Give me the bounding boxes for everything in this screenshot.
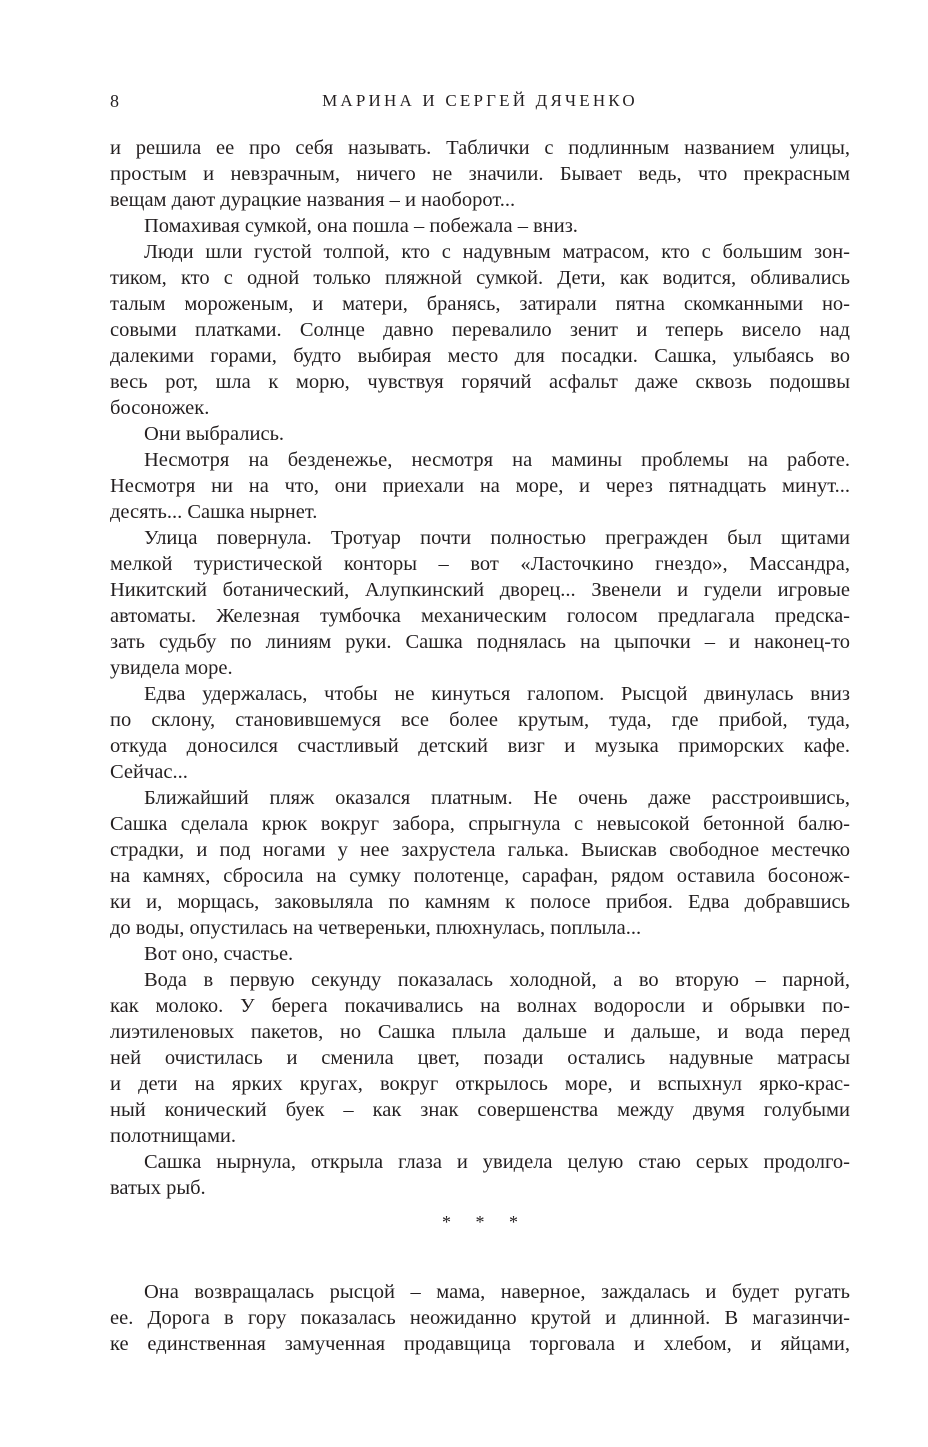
text-line: босоножек.: [110, 397, 210, 419]
section-separator: * * *: [442, 1212, 528, 1232]
page-header: [110, 88, 850, 114]
text-line: ный конический буек – как знак совершенства между двумя голубыми: [110, 1099, 850, 1121]
paragraph: [110, 447, 850, 525]
text-line: Вот оно, счастье.: [144, 943, 294, 965]
text-line: простым и невзрачным, ничего не значили. Бывает ведь, что прекрасным: [110, 163, 850, 185]
text-line: страдки, и под ногами у нее захрустела галька. Выискав свободное местечко: [110, 839, 850, 861]
text-line: Улица повернула. Тротуар почти полностью прегражден был щитами: [144, 527, 850, 549]
text-line: Сашка нырнула, открыла глаза и увидела целую стаю серых продолго-: [144, 1151, 850, 1173]
text-line: зать судьбу по линиям руки. Сашка поднялась на цыпочки – и наконец-то: [110, 631, 850, 653]
running-head: МАРИНА И СЕРГЕЙ ДЯЧЕНКО: [322, 91, 638, 110]
text-line: и дети на ярких кругах, вокруг открылось море, и вспыхнул ярко-крас-: [110, 1073, 850, 1095]
text-line: Сашка сделала крюк вокруг забора, спрыгнула с невысокой бетонной балю-: [110, 813, 850, 835]
text-line: увидела море.: [110, 657, 233, 679]
paragraph: [110, 213, 850, 239]
paragraph: [110, 785, 850, 941]
text-line: Люди шли густой толпой, кто с надувным матрасом, кто с большим зон-: [144, 241, 850, 263]
text-line: тиком, кто с одной только пляжной сумкой. Дети, как водится, обливались: [110, 267, 850, 289]
text-line: весь рот, шла к морю, чувствуя горячий асфальт даже сквозь подошвы: [110, 371, 850, 393]
text-line: ее. Дорога в гору показалась неожиданно крутой и длинной. В магазинчи-: [110, 1307, 850, 1329]
text-line: ватых рыб.: [110, 1177, 206, 1199]
text-line: Сейчас...: [110, 761, 188, 783]
page-number: 8: [110, 91, 119, 111]
page-body: [110, 135, 850, 1357]
paragraph: [110, 681, 850, 785]
text-line: далекими горами, будто выбирая место для посадки. Сашка, улыбаясь во: [110, 345, 850, 367]
paragraph: [110, 135, 850, 213]
text-line: откуда доносился счастливый детский визг и музыка приморских кафе.: [110, 735, 850, 757]
text-line: до воды, опустилась на четвереньки, плюхнулась, поплыла...: [110, 917, 642, 939]
paragraph: [110, 1149, 850, 1201]
text-line: ке единственная замученная продавщица торговала и хлебом, и яйцами,: [110, 1333, 850, 1355]
text-line: вещам дают дурацкие названия – и наоборот...: [110, 189, 516, 211]
text-line: мелкой туристической конторы – вот «Ласточкино гнездо», Массандра,: [110, 553, 850, 575]
text-line: Вода в первую секунду показалась холодной, а во вторую – парной,: [144, 969, 850, 991]
text-line: ки и, морщась, заковыляла по камням к полосе прибоя. Едва добравшись: [110, 891, 850, 913]
text-line: Несмотря ни на что, они приехали на море, и через пятнадцать минут...: [110, 475, 850, 497]
text-line: автоматы. Железная тумбочка механическим голосом предлагала предска-: [110, 605, 850, 627]
paragraph: [110, 967, 850, 1149]
text-line: по склону, становившемуся все более крутым, туда, где прибой, туда,: [110, 709, 850, 731]
text-line: Ближайший пляж оказался платным. Не очень даже расстроившись,: [144, 787, 850, 809]
text-line: полотнищами.: [110, 1125, 237, 1147]
text-line: Они выбрались.: [144, 423, 285, 445]
text-line: талым мороженым, и матери, бранясь, затирали пятна скомканными но-: [110, 293, 850, 315]
text-line: ней очистилась и сменила цвет, позади остались надувные матрасы: [110, 1047, 850, 1069]
text-line: Едва удержалась, чтобы не кинуться галопом. Рысцой двинулась вниз: [144, 683, 850, 705]
paragraph: [110, 1279, 850, 1357]
text-line: Никитский ботанический, Алупкинский дворец... Звенели и гудели игровые: [110, 579, 850, 601]
paragraph: [110, 941, 850, 967]
paragraph: [110, 239, 850, 421]
text-line: совыми платками. Солнце давно перевалило зенит и теперь висело над: [110, 319, 850, 341]
text-line: как молоко. У берега покачивались на волнах водоросли и обрывки по-: [110, 995, 850, 1017]
paragraph: [110, 421, 850, 447]
text-line: Помахивая сумкой, она пошла – побежала – вниз.: [144, 215, 578, 237]
text-line: Несмотря на безденежье, несмотря на мамины проблемы на работе.: [144, 449, 850, 471]
text-line: лиэтиленовых пакетов, но Сашка плыла дальше и дальше, и вода перед: [110, 1021, 850, 1043]
text-line: Она возвращалась рысцой – мама, наверное, заждалась и будет ругать: [144, 1281, 850, 1303]
text-line: и решила ее про себя называть. Таблички с подлинным названием улицы,: [110, 137, 850, 159]
text-line: десять... Сашка нырнет.: [110, 501, 318, 523]
text-line: на камнях, сбросила на сумку полотенце, сарафан, рядом оставила босонож-: [110, 865, 850, 887]
paragraph: [110, 525, 850, 681]
